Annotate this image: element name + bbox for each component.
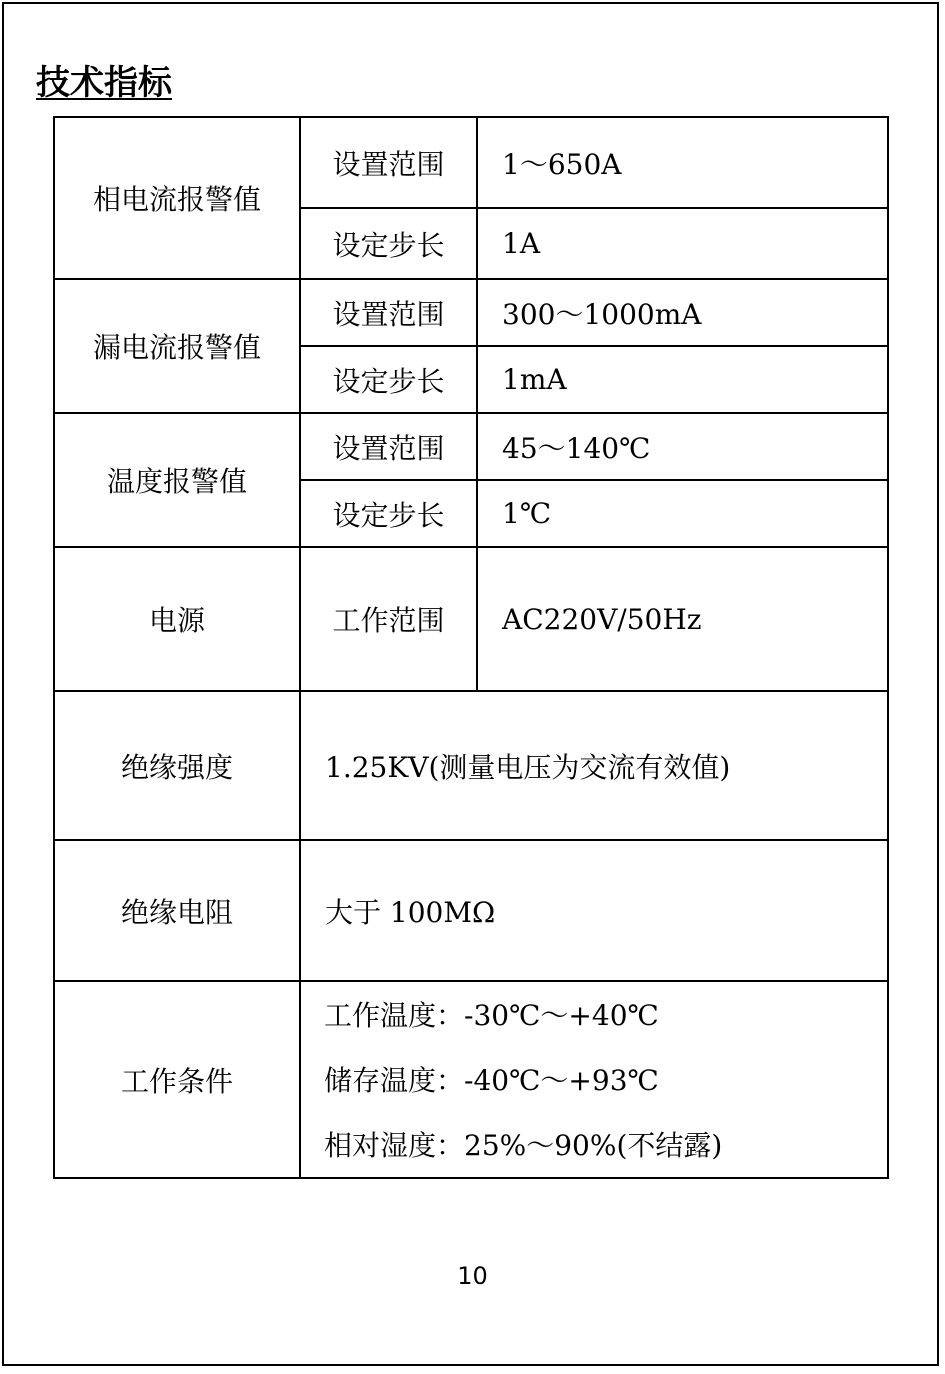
- insulation-strength-label: 绝缘强度: [120, 750, 233, 784]
- phase-current-range-label: 设置范围: [332, 147, 445, 181]
- phase-current-range-value: 1～650A: [502, 147, 622, 181]
- phase-current-label: 相电流报警值: [92, 183, 261, 216]
- leakage-current-range-value: 300～1000mA: [502, 297, 702, 331]
- leakage-current-label: 漏电流报警值: [92, 331, 261, 364]
- power-label: 电源: [148, 604, 205, 637]
- page-number: 10: [457, 1262, 488, 1290]
- relative-humidity: 相对湿度：25%～90%(不结露): [324, 1129, 723, 1162]
- working-temperature: 工作温度：-30℃～+40℃: [324, 999, 659, 1032]
- temperature-step-label: 设定步长: [332, 498, 445, 532]
- temperature-step-value: 1℃: [502, 497, 552, 530]
- phase-current-step-value: 1A: [502, 227, 541, 260]
- insulation-strength-value: 1.25KV(测量电压为交流有效值): [325, 750, 731, 784]
- power-sub-label: 工作范围: [332, 604, 445, 637]
- temperature-range-value: 45～140℃: [502, 431, 651, 465]
- storage-temperature: 储存温度：-40℃～+93℃: [324, 1064, 659, 1097]
- leakage-current-step-label: 设定步长: [332, 364, 445, 398]
- leakage-current-range-label: 设置范围: [332, 297, 445, 331]
- working-conditions-label: 工作条件: [120, 1064, 233, 1098]
- temperature-range-label: 设置范围: [332, 431, 445, 465]
- phase-current-step-label: 设定步长: [332, 228, 445, 262]
- insulation-resistance-value: 大于 100MΩ: [325, 895, 496, 929]
- leakage-current-step-value: 1mA: [502, 363, 567, 396]
- page-title: 技术指标: [36, 63, 172, 103]
- temperature-label: 温度报警值: [106, 465, 247, 498]
- insulation-resistance-label: 绝缘电阻: [120, 895, 233, 929]
- power-value: AC220V/50Hz: [502, 602, 702, 636]
